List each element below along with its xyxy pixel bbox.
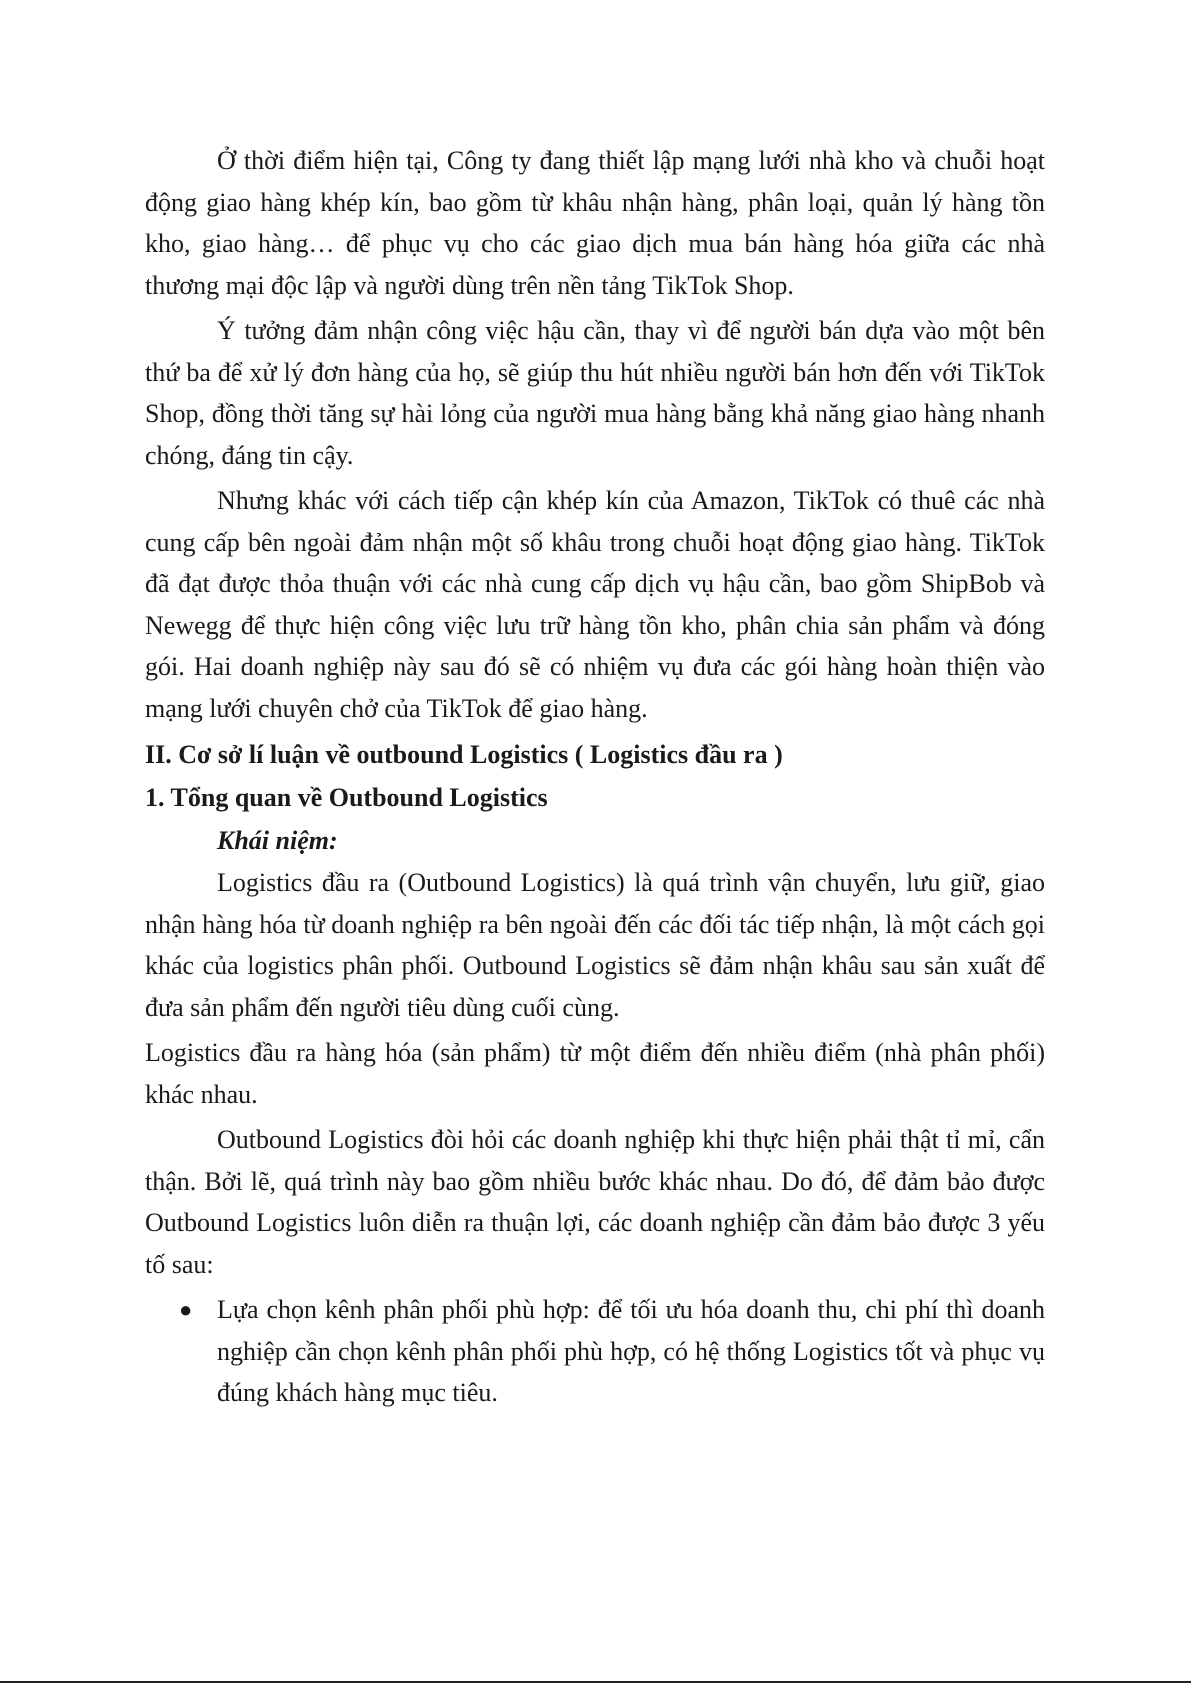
paragraph-logistics-idea: Ý tưởng đảm nhận công việc hậu cần, thay vì để người bán dựa vào một bên thứ ba để xử lý đơn hàng của họ, sẽ giúp thu hút nhiều người bán hơn đến với TikTok Shop, đồng thời tăng sự hài lỏng của người mua hàng bằng khả năng giao hàng nhanh chóng, đáng tin cậy.: [145, 316, 1045, 470]
paragraph-outbound-points: Logistics đầu ra hàng hóa (sản phẩm) từ một điểm đến nhiều điểm (nhà phân phối) khác nhau.: [145, 1038, 1045, 1109]
paragraph-current-network: Ở thời điểm hiện tại, Công ty đang thiết lập mạng lưới nhà kho và chuỗi hoạt động giao hàng khép kín, bao gồm từ khâu nhận hàng, phân loại, quản lý hàng tồn kho, giao hàng… để phục vụ cho các giao dịch mua bán hàng hóa giữa các nhà thương mại độc lập và người dùng trên nền tảng TikTok Shop.: [145, 146, 1045, 300]
page-bottom-rule: [0, 1681, 1191, 1683]
list-item: [145, 1289, 1045, 1414]
section-heading-ii: II. Cơ sở lí luận về outbound Logistics ( Logistics đầu ra ): [145, 740, 783, 769]
list-item-text: Lựa chọn kênh phân phối phù hợp: để tối ưu hóa doanh thu, chi phí thì doanh nghiệp cần chọn kênh phân phối phù hợp, có hệ thống Logistics tốt và phục vụ đúng khách hàng mục tiêu.: [217, 1295, 1045, 1407]
bullet-icon: ●: [179, 1297, 193, 1322]
paragraph-amazon-comparison: Nhưng khác với cách tiếp cận khép kín của Amazon, TikTok có thuê các nhà cung cấp bên ngoài đảm nhận một số khâu trong chuỗi hoạt động giao hàng. TikTok đã đạt được thỏa thuận với các nhà cung cấp dịch vụ hậu cần, bao gồm ShipBob và Newegg để thực hiện công việc lưu trữ hàng tồn kho, phân chia sản phẩm và đóng gói. Hai doanh nghiệp này sau đó sẽ có nhiệm vụ đưa các gói hàng hoàn thiện vào mạng lưới chuyên chở của TikTok để giao hàng.: [145, 486, 1045, 723]
paragraph-outbound-requirements: Outbound Logistics đòi hỏi các doanh nghiệp khi thực hiện phải thật tỉ mỉ, cẩn thận. Bởi lẽ, quá trình này bao gồm nhiều bước khác nhau. Do đó, để đảm bảo được Outbound Logistics luôn diễn ra thuận lợi, các doanh nghiệp cần đảm bảo được 3 yếu tố sau:: [145, 1125, 1045, 1279]
section-heading-1: 1. Tổng quan về Outbound Logistics: [145, 783, 548, 812]
requirements-list: [145, 1289, 1045, 1414]
document-page: [145, 140, 1045, 1414]
paragraph-outbound-definition: Logistics đầu ra (Outbound Logistics) là quá trình vận chuyển, lưu giữ, giao nhận hàng hóa từ doanh nghiệp ra bên ngoài đến các đối tác tiếp nhận, là một cách gọi khác của logistics phân phối. Outbound Logistics sẽ đảm nhận khâu sau sản xuất để đưa sản phẩm đến người tiêu dùng cuối cùng.: [145, 868, 1045, 1022]
concept-heading: Khái niệm:: [217, 826, 338, 855]
